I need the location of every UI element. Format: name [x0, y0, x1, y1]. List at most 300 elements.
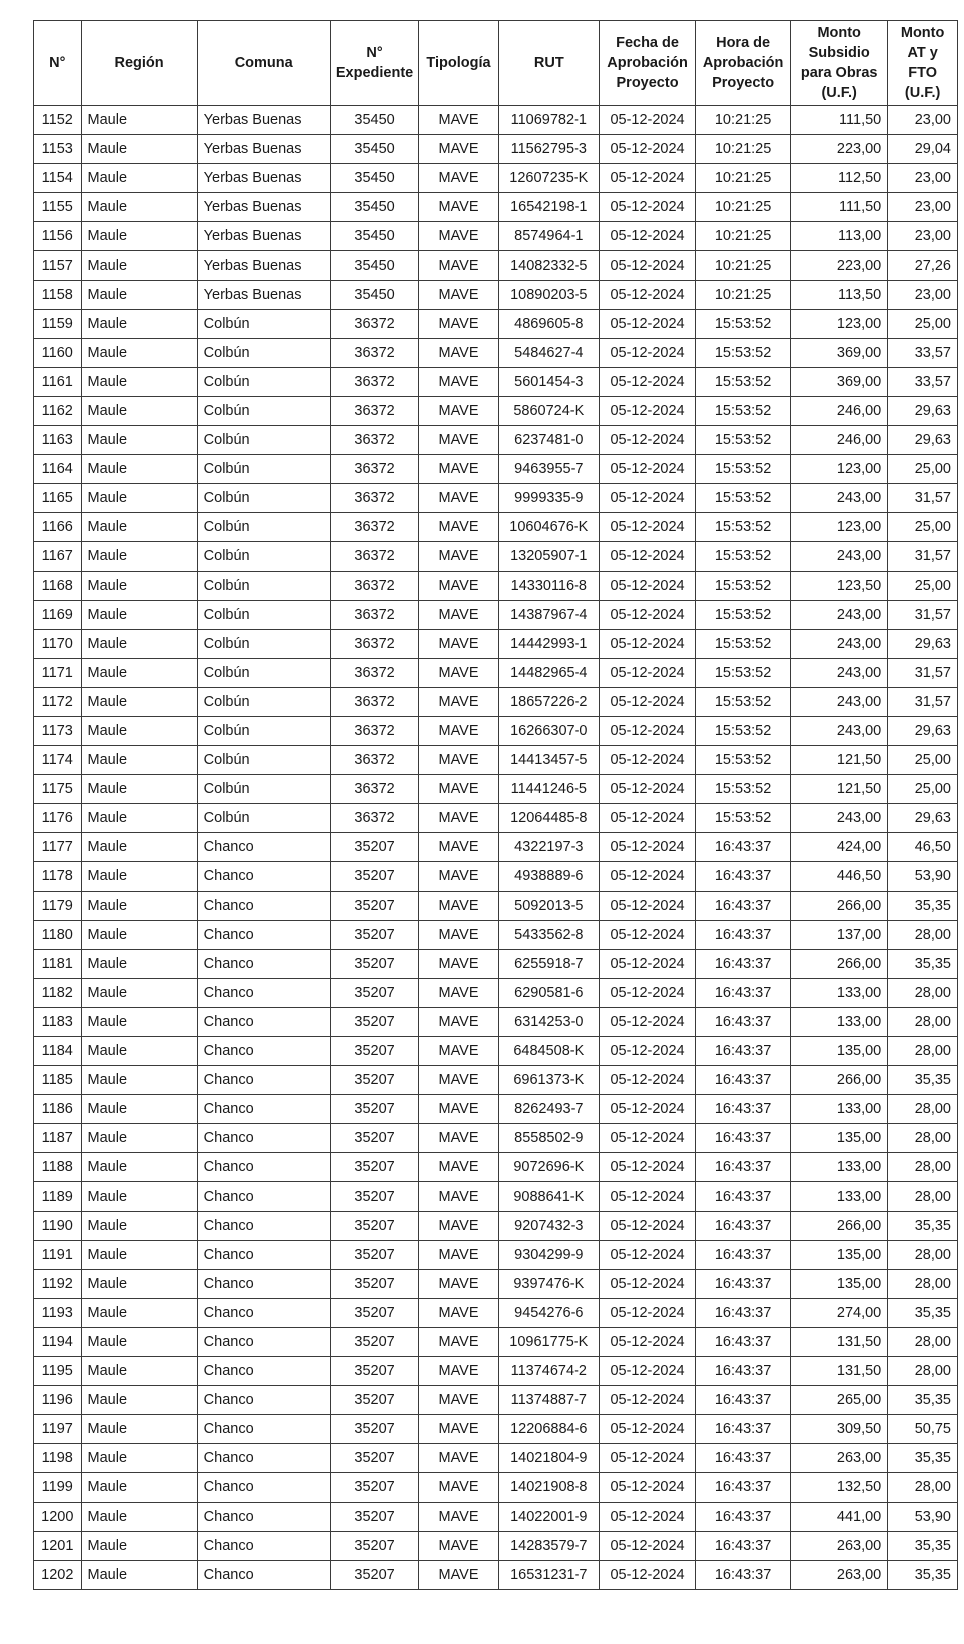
table-row: [34, 106, 958, 135]
cell-rut: 14283579-7: [498, 1531, 599, 1560]
cell-tipologia: MAVE: [419, 629, 498, 658]
cell-tipologia: MAVE: [419, 1211, 498, 1240]
cell-monto-at: 35,35: [888, 1211, 958, 1240]
table-row: [34, 1153, 958, 1182]
cell-monto-at: 35,35: [888, 1066, 958, 1095]
cell-hora: 15:53:52: [696, 338, 791, 367]
cell-numero: 1167: [34, 542, 82, 571]
cell-monto-obras: 123,00: [791, 513, 888, 542]
cell-fecha: 05-12-2024: [599, 1357, 695, 1386]
header-comuna: Comuna: [197, 21, 330, 106]
cell-region: Maule: [81, 746, 197, 775]
cell-tipologia: MAVE: [419, 600, 498, 629]
cell-expediente: 35207: [330, 1153, 419, 1182]
cell-monto-at: 28,00: [888, 1037, 958, 1066]
cell-region: Maule: [81, 1182, 197, 1211]
cell-region: Maule: [81, 920, 197, 949]
cell-monto-obras: 135,00: [791, 1124, 888, 1153]
cell-region: Maule: [81, 775, 197, 804]
cell-hora: 16:43:37: [696, 1502, 791, 1531]
cell-comuna: Chanco: [197, 1473, 330, 1502]
cell-numero: 1197: [34, 1415, 82, 1444]
cell-monto-at: 31,57: [888, 542, 958, 571]
cell-fecha: 05-12-2024: [599, 746, 695, 775]
cell-numero: 1175: [34, 775, 82, 804]
cell-rut: 9304299-9: [498, 1240, 599, 1269]
cell-hora: 15:53:52: [696, 542, 791, 571]
cell-hora: 16:43:37: [696, 1298, 791, 1327]
cell-rut: 4869605-8: [498, 309, 599, 338]
cell-hora: 15:53:52: [696, 687, 791, 716]
cell-numero: 1173: [34, 716, 82, 745]
cell-rut: 16542198-1: [498, 193, 599, 222]
cell-fecha: 05-12-2024: [599, 1531, 695, 1560]
cell-monto-at: 28,00: [888, 1269, 958, 1298]
cell-hora: 16:43:37: [696, 1066, 791, 1095]
cell-numero: 1200: [34, 1502, 82, 1531]
cell-hora: 15:53:52: [696, 629, 791, 658]
cell-region: Maule: [81, 978, 197, 1007]
cell-region: Maule: [81, 1415, 197, 1444]
cell-expediente: 35207: [330, 1531, 419, 1560]
cell-region: Maule: [81, 1240, 197, 1269]
cell-tipologia: MAVE: [419, 1560, 498, 1589]
cell-expediente: 35207: [330, 1095, 419, 1124]
header-monto-at: Monto AT y FTO (U.F.): [888, 21, 958, 106]
cell-comuna: Chanco: [197, 1560, 330, 1589]
cell-comuna: Chanco: [197, 920, 330, 949]
table-row: [34, 1066, 958, 1095]
cell-monto-at: 31,57: [888, 687, 958, 716]
cell-tipologia: MAVE: [419, 571, 498, 600]
cell-tipologia: MAVE: [419, 1066, 498, 1095]
table-row: [34, 1502, 958, 1531]
cell-monto-obras: 446,50: [791, 862, 888, 891]
cell-numero: 1174: [34, 746, 82, 775]
cell-monto-obras: 263,00: [791, 1560, 888, 1589]
cell-fecha: 05-12-2024: [599, 164, 695, 193]
table-row: [34, 804, 958, 833]
cell-monto-at: 23,00: [888, 280, 958, 309]
cell-expediente: 36372: [330, 571, 419, 600]
cell-monto-at: 29,63: [888, 629, 958, 658]
cell-numero: 1199: [34, 1473, 82, 1502]
cell-hora: 16:43:37: [696, 833, 791, 862]
cell-comuna: Colbún: [197, 687, 330, 716]
table-row: [34, 367, 958, 396]
table-row: [34, 571, 958, 600]
cell-fecha: 05-12-2024: [599, 484, 695, 513]
cell-monto-obras: 223,00: [791, 135, 888, 164]
cell-comuna: Colbún: [197, 309, 330, 338]
cell-numero: 1159: [34, 309, 82, 338]
cell-hora: 16:43:37: [696, 1327, 791, 1356]
cell-expediente: 36372: [330, 687, 419, 716]
cell-expediente: 35207: [330, 920, 419, 949]
table-row: [34, 629, 958, 658]
cell-expediente: 35207: [330, 833, 419, 862]
cell-comuna: Yerbas Buenas: [197, 164, 330, 193]
cell-region: Maule: [81, 1211, 197, 1240]
table-row: [34, 1240, 958, 1269]
cell-tipologia: MAVE: [419, 746, 498, 775]
cell-monto-obras: 137,00: [791, 920, 888, 949]
cell-rut: 5484627-4: [498, 338, 599, 367]
cell-monto-at: 25,00: [888, 309, 958, 338]
cell-tipologia: MAVE: [419, 949, 498, 978]
cell-fecha: 05-12-2024: [599, 658, 695, 687]
cell-tipologia: MAVE: [419, 687, 498, 716]
cell-expediente: 36372: [330, 426, 419, 455]
cell-monto-obras: 441,00: [791, 1502, 888, 1531]
cell-tipologia: MAVE: [419, 1153, 498, 1182]
cell-rut: 14330116-8: [498, 571, 599, 600]
table-row: [34, 1124, 958, 1153]
table-row: [34, 1560, 958, 1589]
cell-fecha: 05-12-2024: [599, 222, 695, 251]
cell-expediente: 36372: [330, 716, 419, 745]
cell-hora: 15:53:52: [696, 309, 791, 338]
cell-monto-obras: 243,00: [791, 687, 888, 716]
cell-region: Maule: [81, 1444, 197, 1473]
table-row: [34, 1037, 958, 1066]
cell-hora: 15:53:52: [696, 716, 791, 745]
cell-hora: 15:53:52: [696, 484, 791, 513]
cell-rut: 14413457-5: [498, 746, 599, 775]
cell-hora: 16:43:37: [696, 978, 791, 1007]
cell-numero: 1188: [34, 1153, 82, 1182]
cell-fecha: 05-12-2024: [599, 1066, 695, 1095]
cell-hora: 16:43:37: [696, 1473, 791, 1502]
cell-monto-obras: 135,00: [791, 1269, 888, 1298]
cell-rut: 9072696-K: [498, 1153, 599, 1182]
cell-tipologia: MAVE: [419, 1357, 498, 1386]
cell-expediente: 35450: [330, 106, 419, 135]
cell-region: Maule: [81, 309, 197, 338]
cell-rut: 6237481-0: [498, 426, 599, 455]
cell-monto-obras: 243,00: [791, 804, 888, 833]
cell-monto-at: 28,00: [888, 1124, 958, 1153]
cell-comuna: Yerbas Buenas: [197, 193, 330, 222]
cell-tipologia: MAVE: [419, 135, 498, 164]
cell-comuna: Colbún: [197, 571, 330, 600]
cell-comuna: Yerbas Buenas: [197, 251, 330, 280]
table-row: [34, 193, 958, 222]
cell-comuna: Chanco: [197, 1182, 330, 1211]
cell-expediente: 36372: [330, 484, 419, 513]
cell-rut: 12064485-8: [498, 804, 599, 833]
cell-tipologia: MAVE: [419, 1269, 498, 1298]
cell-comuna: Colbún: [197, 629, 330, 658]
table-row: [34, 1386, 958, 1415]
cell-monto-at: 23,00: [888, 193, 958, 222]
cell-expediente: 36372: [330, 629, 419, 658]
cell-monto-at: 25,00: [888, 455, 958, 484]
cell-fecha: 05-12-2024: [599, 949, 695, 978]
cell-tipologia: MAVE: [419, 367, 498, 396]
cell-region: Maule: [81, 1153, 197, 1182]
cell-rut: 8574964-1: [498, 222, 599, 251]
cell-comuna: Colbún: [197, 746, 330, 775]
cell-expediente: 35450: [330, 251, 419, 280]
cell-tipologia: MAVE: [419, 338, 498, 367]
cell-hora: 15:53:52: [696, 804, 791, 833]
cell-fecha: 05-12-2024: [599, 891, 695, 920]
cell-monto-at: 29,63: [888, 716, 958, 745]
cell-region: Maule: [81, 1066, 197, 1095]
cell-rut: 16531231-7: [498, 1560, 599, 1589]
cell-tipologia: MAVE: [419, 1298, 498, 1327]
cell-monto-obras: 223,00: [791, 251, 888, 280]
cell-expediente: 36372: [330, 600, 419, 629]
cell-comuna: Chanco: [197, 1153, 330, 1182]
header-fecha: Fecha de Aprobación Proyecto: [599, 21, 695, 106]
cell-numero: 1168: [34, 571, 82, 600]
cell-numero: 1152: [34, 106, 82, 135]
cell-hora: 10:21:25: [696, 135, 791, 164]
cell-numero: 1165: [34, 484, 82, 513]
cell-expediente: 35207: [330, 1502, 419, 1531]
cell-hora: 15:53:52: [696, 367, 791, 396]
cell-hora: 16:43:37: [696, 1095, 791, 1124]
cell-rut: 14082332-5: [498, 251, 599, 280]
cell-hora: 16:43:37: [696, 1007, 791, 1036]
cell-numero: 1176: [34, 804, 82, 833]
cell-tipologia: MAVE: [419, 891, 498, 920]
cell-rut: 6290581-6: [498, 978, 599, 1007]
cell-rut: 11441246-5: [498, 775, 599, 804]
cell-expediente: 35207: [330, 1269, 419, 1298]
cell-monto-at: 23,00: [888, 222, 958, 251]
cell-monto-at: 53,90: [888, 1502, 958, 1531]
cell-region: Maule: [81, 338, 197, 367]
cell-hora: 16:43:37: [696, 1124, 791, 1153]
cell-tipologia: MAVE: [419, 542, 498, 571]
cell-expediente: 36372: [330, 513, 419, 542]
cell-fecha: 05-12-2024: [599, 542, 695, 571]
cell-comuna: Colbún: [197, 804, 330, 833]
cell-fecha: 05-12-2024: [599, 251, 695, 280]
cell-monto-obras: 263,00: [791, 1531, 888, 1560]
cell-monto-at: 28,00: [888, 978, 958, 1007]
cell-numero: 1186: [34, 1095, 82, 1124]
cell-monto-obras: 133,00: [791, 978, 888, 1007]
cell-numero: 1187: [34, 1124, 82, 1153]
cell-tipologia: MAVE: [419, 833, 498, 862]
cell-rut: 14021908-8: [498, 1473, 599, 1502]
cell-tipologia: MAVE: [419, 396, 498, 425]
cell-comuna: Chanco: [197, 949, 330, 978]
cell-monto-obras: 113,50: [791, 280, 888, 309]
cell-numero: 1153: [34, 135, 82, 164]
cell-rut: 8558502-9: [498, 1124, 599, 1153]
cell-tipologia: MAVE: [419, 426, 498, 455]
table-row: [34, 687, 958, 716]
cell-tipologia: MAVE: [419, 1444, 498, 1473]
table-row: [34, 542, 958, 571]
cell-monto-obras: 133,00: [791, 1182, 888, 1211]
cell-expediente: 36372: [330, 658, 419, 687]
cell-comuna: Chanco: [197, 1386, 330, 1415]
cell-fecha: 05-12-2024: [599, 978, 695, 1007]
cell-tipologia: MAVE: [419, 513, 498, 542]
cell-monto-obras: 113,00: [791, 222, 888, 251]
cell-expediente: 35207: [330, 1298, 419, 1327]
cell-rut: 8262493-7: [498, 1095, 599, 1124]
cell-fecha: 05-12-2024: [599, 1182, 695, 1211]
cell-region: Maule: [81, 135, 197, 164]
cell-monto-at: 35,35: [888, 1560, 958, 1589]
cell-rut: 11069782-1: [498, 106, 599, 135]
cell-monto-at: 35,35: [888, 1386, 958, 1415]
cell-fecha: 05-12-2024: [599, 1211, 695, 1240]
cell-fecha: 05-12-2024: [599, 1473, 695, 1502]
cell-fecha: 05-12-2024: [599, 513, 695, 542]
cell-region: Maule: [81, 949, 197, 978]
table-row: [34, 513, 958, 542]
cell-rut: 11562795-3: [498, 135, 599, 164]
cell-numero: 1171: [34, 658, 82, 687]
cell-monto-at: 35,35: [888, 1444, 958, 1473]
cell-hora: 16:43:37: [696, 1153, 791, 1182]
cell-hora: 10:21:25: [696, 193, 791, 222]
cell-monto-at: 33,57: [888, 367, 958, 396]
cell-fecha: 05-12-2024: [599, 716, 695, 745]
table-row: [34, 1095, 958, 1124]
cell-region: Maule: [81, 193, 197, 222]
cell-monto-obras: 246,00: [791, 426, 888, 455]
cell-numero: 1180: [34, 920, 82, 949]
cell-numero: 1155: [34, 193, 82, 222]
cell-monto-obras: 121,50: [791, 775, 888, 804]
table-row: [34, 978, 958, 1007]
cell-expediente: 35207: [330, 1037, 419, 1066]
table-row: [34, 920, 958, 949]
cell-monto-at: 53,90: [888, 862, 958, 891]
cell-monto-at: 28,00: [888, 920, 958, 949]
cell-rut: 9454276-6: [498, 1298, 599, 1327]
cell-monto-obras: 131,50: [791, 1327, 888, 1356]
cell-tipologia: MAVE: [419, 1095, 498, 1124]
cell-expediente: 36372: [330, 775, 419, 804]
cell-monto-at: 35,35: [888, 1298, 958, 1327]
cell-numero: 1161: [34, 367, 82, 396]
cell-monto-obras: 243,00: [791, 484, 888, 513]
cell-tipologia: MAVE: [419, 222, 498, 251]
cell-fecha: 05-12-2024: [599, 1269, 695, 1298]
cell-expediente: 35450: [330, 222, 419, 251]
cell-tipologia: MAVE: [419, 978, 498, 1007]
cell-rut: 4322197-3: [498, 833, 599, 862]
cell-comuna: Chanco: [197, 1124, 330, 1153]
cell-region: Maule: [81, 222, 197, 251]
cell-hora: 10:21:25: [696, 251, 791, 280]
header-row: [34, 21, 958, 106]
cell-fecha: 05-12-2024: [599, 1444, 695, 1473]
cell-region: Maule: [81, 1531, 197, 1560]
cell-comuna: Chanco: [197, 1415, 330, 1444]
cell-comuna: Colbún: [197, 426, 330, 455]
cell-tipologia: MAVE: [419, 193, 498, 222]
cell-monto-at: 25,00: [888, 571, 958, 600]
cell-comuna: Yerbas Buenas: [197, 280, 330, 309]
cell-tipologia: MAVE: [419, 1240, 498, 1269]
cell-expediente: 35450: [330, 164, 419, 193]
cell-monto-at: 50,75: [888, 1415, 958, 1444]
cell-fecha: 05-12-2024: [599, 1386, 695, 1415]
cell-numero: 1181: [34, 949, 82, 978]
cell-expediente: 35207: [330, 1560, 419, 1589]
cell-monto-at: 29,63: [888, 804, 958, 833]
cell-tipologia: MAVE: [419, 309, 498, 338]
cell-comuna: Colbún: [197, 484, 330, 513]
cell-fecha: 05-12-2024: [599, 1124, 695, 1153]
cell-comuna: Yerbas Buenas: [197, 222, 330, 251]
cell-region: Maule: [81, 1357, 197, 1386]
cell-region: Maule: [81, 600, 197, 629]
cell-region: Maule: [81, 862, 197, 891]
cell-tipologia: MAVE: [419, 862, 498, 891]
cell-hora: 16:43:37: [696, 920, 791, 949]
cell-expediente: 35207: [330, 1066, 419, 1095]
cell-monto-at: 28,00: [888, 1153, 958, 1182]
cell-numero: 1184: [34, 1037, 82, 1066]
table-row: [34, 396, 958, 425]
cell-region: Maule: [81, 367, 197, 396]
cell-monto-obras: 243,00: [791, 600, 888, 629]
cell-rut: 6255918-7: [498, 949, 599, 978]
cell-tipologia: MAVE: [419, 804, 498, 833]
cell-numero: 1194: [34, 1327, 82, 1356]
table-row: [34, 746, 958, 775]
cell-comuna: Chanco: [197, 891, 330, 920]
cell-fecha: 05-12-2024: [599, 1153, 695, 1182]
table-row: [34, 1357, 958, 1386]
table-row: [34, 658, 958, 687]
cell-expediente: 35207: [330, 862, 419, 891]
cell-tipologia: MAVE: [419, 1473, 498, 1502]
cell-region: Maule: [81, 687, 197, 716]
cell-monto-obras: 266,00: [791, 891, 888, 920]
cell-monto-at: 28,00: [888, 1327, 958, 1356]
cell-expediente: 35207: [330, 1473, 419, 1502]
cell-fecha: 05-12-2024: [599, 1560, 695, 1589]
cell-comuna: Chanco: [197, 1502, 330, 1531]
table-row: [34, 309, 958, 338]
cell-region: Maule: [81, 833, 197, 862]
cell-expediente: 35207: [330, 1415, 419, 1444]
table-row: [34, 455, 958, 484]
cell-region: Maule: [81, 1327, 197, 1356]
table-row: [34, 716, 958, 745]
cell-numero: 1157: [34, 251, 82, 280]
cell-expediente: 35207: [330, 978, 419, 1007]
cell-expediente: 36372: [330, 338, 419, 367]
cell-numero: 1158: [34, 280, 82, 309]
cell-comuna: Chanco: [197, 1298, 330, 1327]
cell-region: Maule: [81, 1386, 197, 1415]
cell-rut: 11374674-2: [498, 1357, 599, 1386]
cell-tipologia: MAVE: [419, 1327, 498, 1356]
table-row: [34, 1327, 958, 1356]
cell-numero: 1182: [34, 978, 82, 1007]
cell-hora: 16:43:37: [696, 1444, 791, 1473]
cell-tipologia: MAVE: [419, 164, 498, 193]
cell-expediente: 35207: [330, 1007, 419, 1036]
cell-numero: 1183: [34, 1007, 82, 1036]
cell-monto-at: 35,35: [888, 891, 958, 920]
cell-monto-obras: 111,50: [791, 193, 888, 222]
